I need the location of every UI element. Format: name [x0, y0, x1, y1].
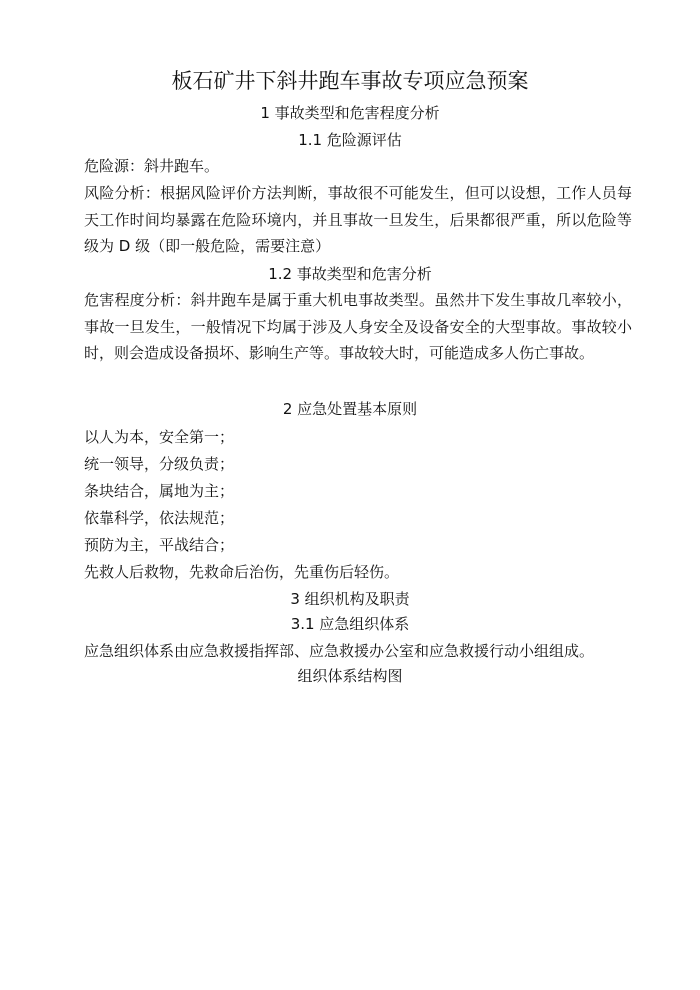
harm-analysis-text: 危害程度分析：斜井跑车是属于重大机电事故类型。虽然井下发生事故几率较小，事故一旦发生，一般情况下均属于涉及人身安全及设备安全的大型事故。事故较小时，则会造成设备损坏、影响生产等。事故较大时，可能造成多人伤亡事故。: [84, 291, 632, 362]
organization-system-text: 应急组织体系由应急救援指挥部、应急救援办公室和应急救援行动小组组成。: [84, 642, 595, 660]
principle-item: 以人为本，安全第一；: [84, 428, 235, 446]
principle-item: 先救人后救物，先救命后治伤，先重伤后轻伤。: [84, 563, 400, 581]
section-1-1-heading: 1.1 危险源评估: [298, 131, 402, 149]
org-chart-caption: 组织体系结构图: [297, 667, 403, 685]
section-2-heading: 2 应急处置基本原则: [282, 400, 418, 418]
document-title: 板石矿井下斜井跑车事故专项应急预案: [171, 69, 529, 93]
principle-item: 依靠科学，依法规范；: [84, 509, 235, 527]
section-1-2-heading: 1.2 事故类型和危害分析: [268, 265, 432, 283]
section-3-1-heading: 3.1 应急组织体系: [290, 615, 410, 633]
principle-item: 条块结合，属地为主；: [84, 482, 235, 500]
principle-item: 预防为主，平战结合；: [84, 536, 235, 554]
section-1-heading: 1 事故类型和危害程度分析: [260, 104, 440, 122]
risk-analysis-text: 风险分析：根据风险评价方法判断，事故很不可能发生，但可以设想，工作人员每天工作时间均暴露在危险环境内，并且事故一旦发生，后果都很严重，所以危险等级为 D 级（即一般危险，需要注意）: [84, 184, 632, 255]
section-3-heading: 3 组织机构及职责: [290, 590, 410, 608]
hazard-source-text: 危险源：斜井跑车。: [84, 157, 220, 175]
principle-item: 统一领导，分级负责；: [84, 455, 235, 473]
